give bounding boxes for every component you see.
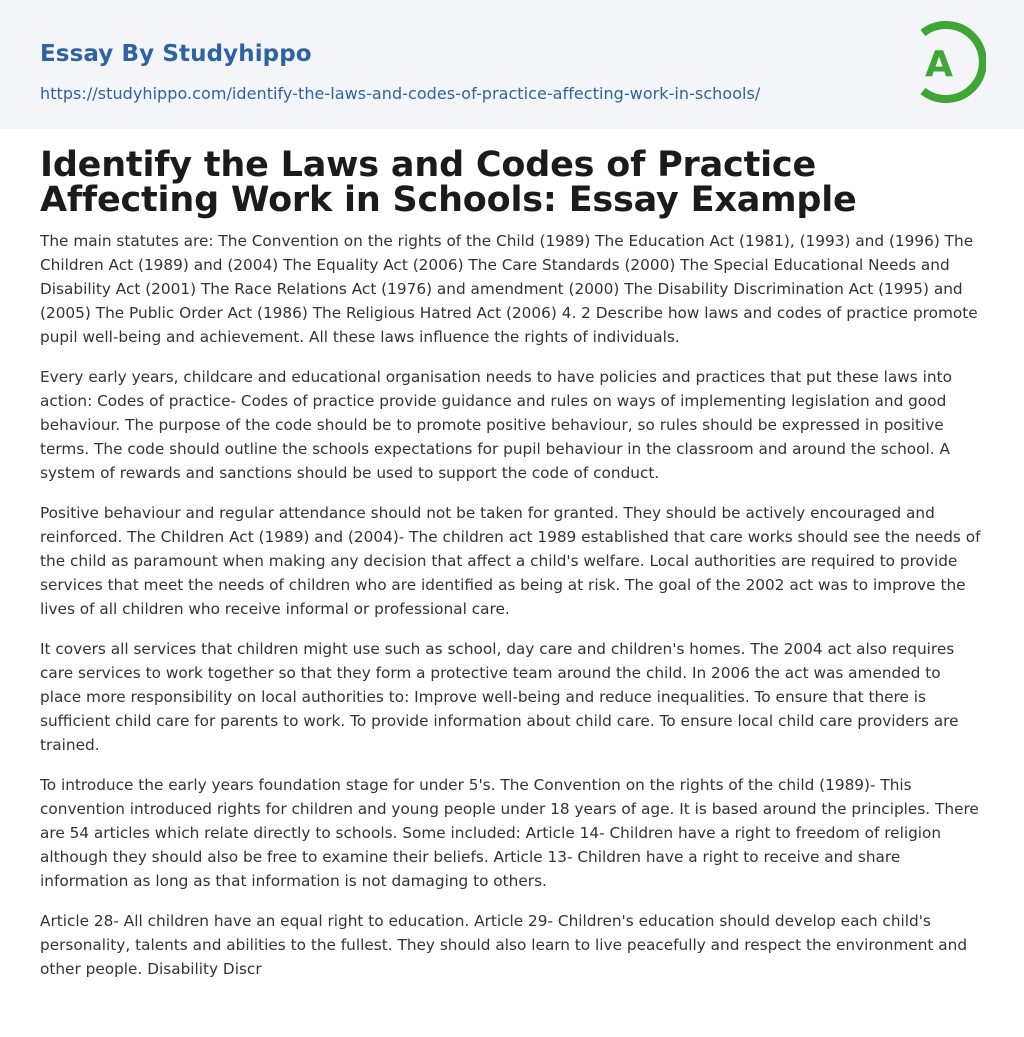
page-title: Identify the Laws and Codes of Practice Affecting Work in Schools: Essay Example <box>40 145 857 220</box>
logo-letter: A <box>925 44 953 85</box>
paragraph-1: The main statutes are: The Convention on the rights of the Child (1989) The Education Act (1981), (1993) and (1996) The Children Act (1989) and (2004) The Equality Act (2006) The Care Standards (2000) The Special Educational Needs and Disability Act (2001) The Race Relations Act (1976) and amendment (2000) The Disability Discrimination Act (1995) and (2005) The Public Order Act (1986) The Religious Hatred Act (2006) 4. 2 Describe how laws and codes of practice promote pupil well-being and achievement. All these laws influence the rights of individuals. <box>40 232 978 346</box>
paragraph-3: Positive behaviour and regular attendance should not be taken for granted. They should be actively encouraged and reinforced. The Children Act (1989) and (2004)- The children act 1989 established that care works should see the needs of the child as paramount when making any decision that affect a child's welfare. Local authorities are required to provide services that meet the needs of children who are identified as being at risk. The goal of the 2002 act was to improve the lives of all children who receive informal or professional care. <box>40 504 981 618</box>
paragraph-2: Every early years, childcare and educational organisation needs to have policies and practices that put these laws into action: Codes of practice- Codes of practice provide guidance and rules on ways of implementing legislation and good behaviour. The purpose of the code should be to promote positive behaviour, so rules should be expressed in positive terms. The code should outline the schools expectations for pupil behaviour in the classroom and around the school. A system of rewards and sanctions should be used to support the code of conduct. <box>40 368 952 482</box>
paragraph-4: It covers all services that children might use such as school, day care and children's homes. The 2004 act also requires care services to work together so that they form a protective team around the child. In 2006 the act was amended to place more responsibility on local authorities to: Improve well-being and reduce inequalities. To ensure that there is sufficient child care for parents to work. To provide information about child care. To ensure local child care providers are trained. <box>40 640 959 754</box>
paragraph-5: To introduce the early years foundation stage for under 5's. The Convention on the rights of the child (1989)- This convention introduced rights for children and young people under 18 years of age. It is based around the principles. There are 54 articles which relate directly to schools. Some included: Article 14- Children have a right to freedom of religion although they should also be free to examine their beliefs. Article 13- Children have a right to receive and share information as long as that information is not damaging to others. <box>40 776 979 890</box>
studyhippo-logo-icon[interactable] <box>912 19 986 105</box>
paragraph-6: Article 28- All children have an equal right to education. Article 29- Children's education should develop each child's personality, talents and abilities to the fullest. They should also learn to live peacefully and respect the environment and other people. Disability Discr <box>40 912 968 978</box>
source-url-link[interactable]: https://studyhippo.com/identify-the-laws-and-codes-of-practice-affecting-work-in-schools/ <box>40 84 761 103</box>
brand-title[interactable]: Essay By Studyhippo <box>40 41 312 67</box>
site-header <box>0 0 1024 129</box>
article <box>40 145 984 997</box>
